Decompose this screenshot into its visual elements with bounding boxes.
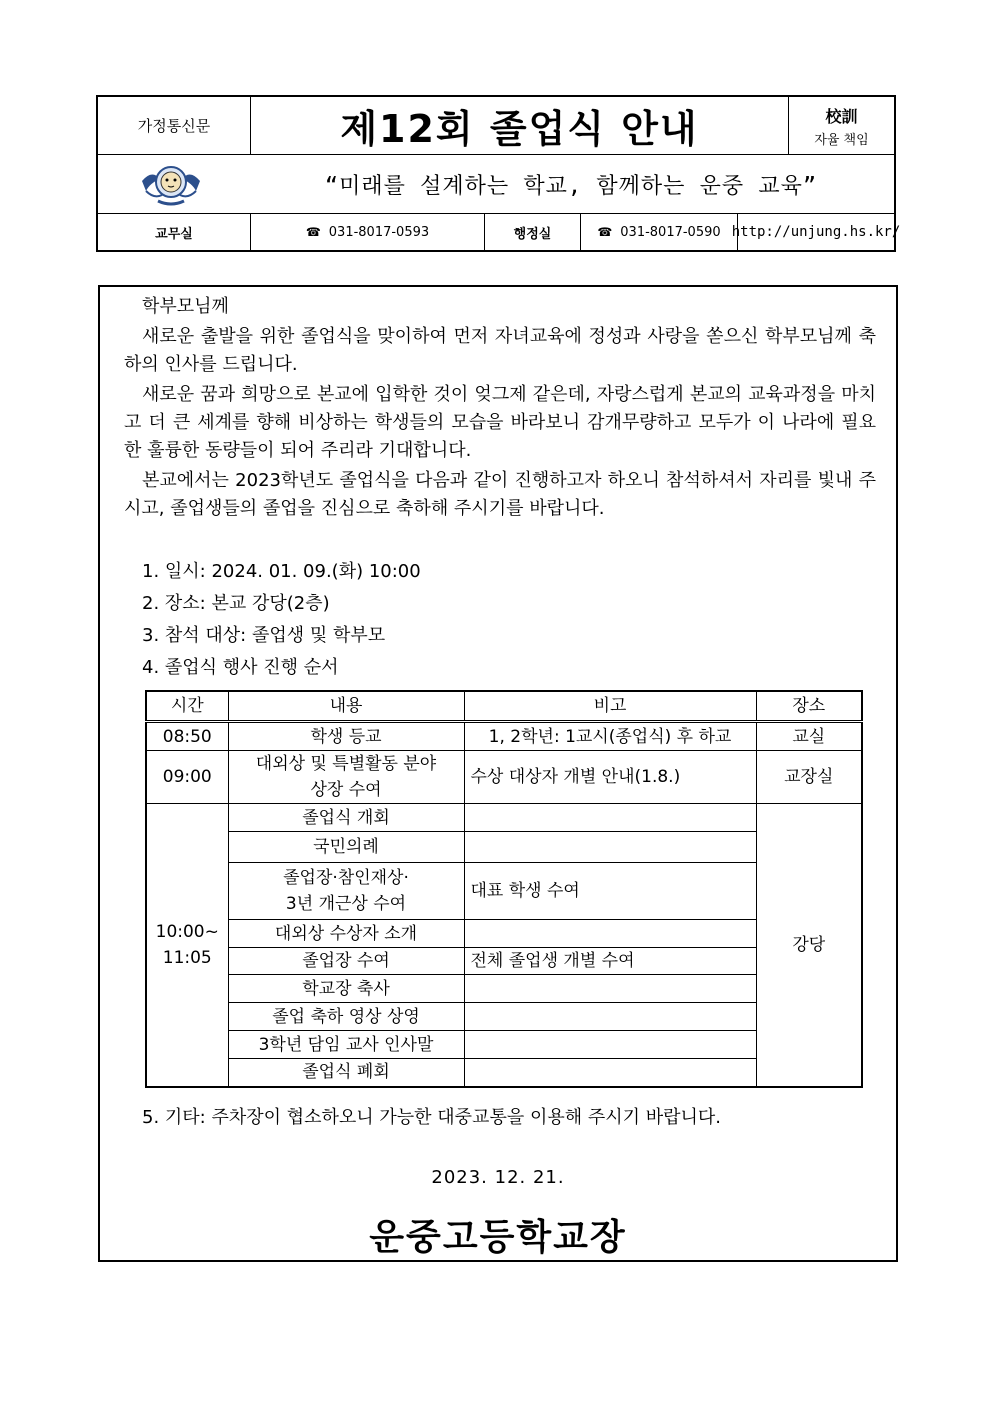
admin-office-phone xyxy=(581,214,738,250)
content-cell xyxy=(228,751,464,804)
content-cell: 대외상 수상자 소개 xyxy=(228,920,464,948)
item-misc: 5. 기타: 주차장이 협소하오니 가능한 대중교통을 이용해 주시기 바랍니다. xyxy=(142,1107,721,1128)
content-cell xyxy=(228,863,464,920)
note-cell: 1, 2학년: 1교시(종업식) 후 하교 xyxy=(464,722,756,751)
item-attendees: 3. 참석 대상: 졸업생 및 학부모 xyxy=(142,625,386,646)
item-location: 2. 장소: 본교 강당(2층) xyxy=(142,593,330,614)
academic-office-phone xyxy=(251,214,485,250)
table-row xyxy=(146,804,862,832)
table-row xyxy=(146,975,862,1003)
time-line: 11:05 xyxy=(162,947,212,968)
note-cell xyxy=(464,1031,756,1059)
issue-date: 2023. 12. 21. xyxy=(431,1167,565,1188)
table-row xyxy=(146,1003,862,1031)
content-cell: 졸업 축하 영상 상영 xyxy=(228,1003,464,1031)
motto-title: 校訓 xyxy=(825,106,858,126)
principal-signature: 운중고등학교장 xyxy=(369,1217,627,1258)
document-type: 가정통신문 xyxy=(98,97,251,154)
time-cell: 08:50 xyxy=(146,722,228,751)
note-cell: 수상 대상자 개별 안내(1.8.) xyxy=(464,751,756,804)
admin-office-label: 행정실 xyxy=(485,214,581,250)
table-row xyxy=(146,722,862,751)
time-line: 10:00~ xyxy=(155,921,219,942)
column-header: 내용 xyxy=(228,691,464,722)
page-title: 제12회 졸업식 안내 xyxy=(251,97,789,154)
table-row xyxy=(146,751,862,804)
table-row xyxy=(146,1059,862,1087)
column-header: 비고 xyxy=(464,691,756,722)
greeting: 학부모님께 xyxy=(142,296,229,317)
content-line: 졸업장·참인재상· xyxy=(283,868,409,888)
header-contact-row xyxy=(98,214,901,250)
academic-office-label: 교무실 xyxy=(98,214,251,250)
table-row xyxy=(146,1031,862,1059)
place-cell: 강당 xyxy=(756,804,862,1087)
note-cell xyxy=(464,804,756,832)
place-cell: 교장실 xyxy=(756,751,862,804)
note-cell xyxy=(464,920,756,948)
time-cell: 09:00 xyxy=(146,751,228,804)
school-emblem-icon xyxy=(138,161,204,207)
content-line: 상장 수여 xyxy=(310,780,382,800)
content-cell: 졸업식 개회 xyxy=(228,804,464,832)
motto-text: 자율 책임 xyxy=(814,132,869,148)
item-date: 1. 일시: 2024. 01. 09.(화) 10:00 xyxy=(142,561,421,582)
paragraph-3: 본교에서는 2023학년도 졸업식을 다음과 같이 진행하고자 하오니 참석하셔서 자리를 빛내 주시고, 졸업생들의 졸업을 진심으로 축하해 주시기를 바랍니다. xyxy=(124,470,876,519)
schedule-table xyxy=(145,690,863,1088)
header-title-row xyxy=(98,97,894,155)
phone-icon: ☎ xyxy=(305,225,321,239)
header-slogan-row xyxy=(98,155,894,214)
content-cell: 국민의례 xyxy=(228,832,464,863)
content-line: 3년 개근상 수여 xyxy=(285,894,407,914)
content-cell: 학생 등교 xyxy=(228,722,464,751)
place-cell: 교실 xyxy=(756,722,862,751)
table-row xyxy=(146,948,862,975)
table-row xyxy=(146,832,862,863)
academic-office-number: 031-8017-0593 xyxy=(328,224,430,240)
school-slogan: “미래를 설계하는 학교, 함께하는 운중 교육” xyxy=(324,173,818,199)
time-cell xyxy=(146,804,228,1087)
note-cell xyxy=(464,975,756,1003)
column-header: 시간 xyxy=(146,691,228,722)
note-cell: 전체 졸업생 개별 수여 xyxy=(464,948,756,975)
note-cell xyxy=(464,1003,756,1031)
header-box xyxy=(96,95,901,252)
note-cell xyxy=(464,832,756,863)
table-row xyxy=(146,863,862,920)
phone-icon: ☎ xyxy=(597,225,613,239)
table-row xyxy=(146,920,862,948)
column-header: 장소 xyxy=(756,691,862,722)
content-line: 대외상 및 특별활동 분야 xyxy=(255,754,437,774)
school-website-link[interactable]: http://unjung.hs.kr/ xyxy=(731,224,901,240)
note-cell: 대표 학생 수여 xyxy=(464,863,756,920)
letter-body xyxy=(98,285,898,1262)
admin-office-number: 031-8017-0590 xyxy=(620,224,721,240)
content-cell: 학교장 축사 xyxy=(228,975,464,1003)
content-cell: 3학년 담임 교사 인사말 xyxy=(228,1031,464,1059)
paragraph-1: 새로운 출발을 위한 졸업식을 맞이하여 먼저 자녀교육에 정성과 사랑을 쏟으신 학부모님께 축하의 인사를 드립니다. xyxy=(124,326,876,375)
note-cell xyxy=(464,1059,756,1087)
school-motto xyxy=(789,97,894,154)
paragraph-2: 새로운 꿈과 희망으로 본교에 입학한 것이 엊그제 같은데, 자랑스럽게 본교의 교육과정을 마치고 더 큰 세계를 향해 비상하는 학생들의 모습을 바라보니 감개무량하고 모두가 이 나라에 필요한 훌륭한 동량들이 되어 주리라 기대합니다. xyxy=(124,384,876,461)
item-schedule-heading: 4. 졸업식 행사 진행 순서 xyxy=(142,657,339,678)
table-header-row xyxy=(146,691,862,722)
content-cell: 졸업식 폐회 xyxy=(228,1059,464,1087)
content-cell: 졸업장 수여 xyxy=(228,948,464,975)
